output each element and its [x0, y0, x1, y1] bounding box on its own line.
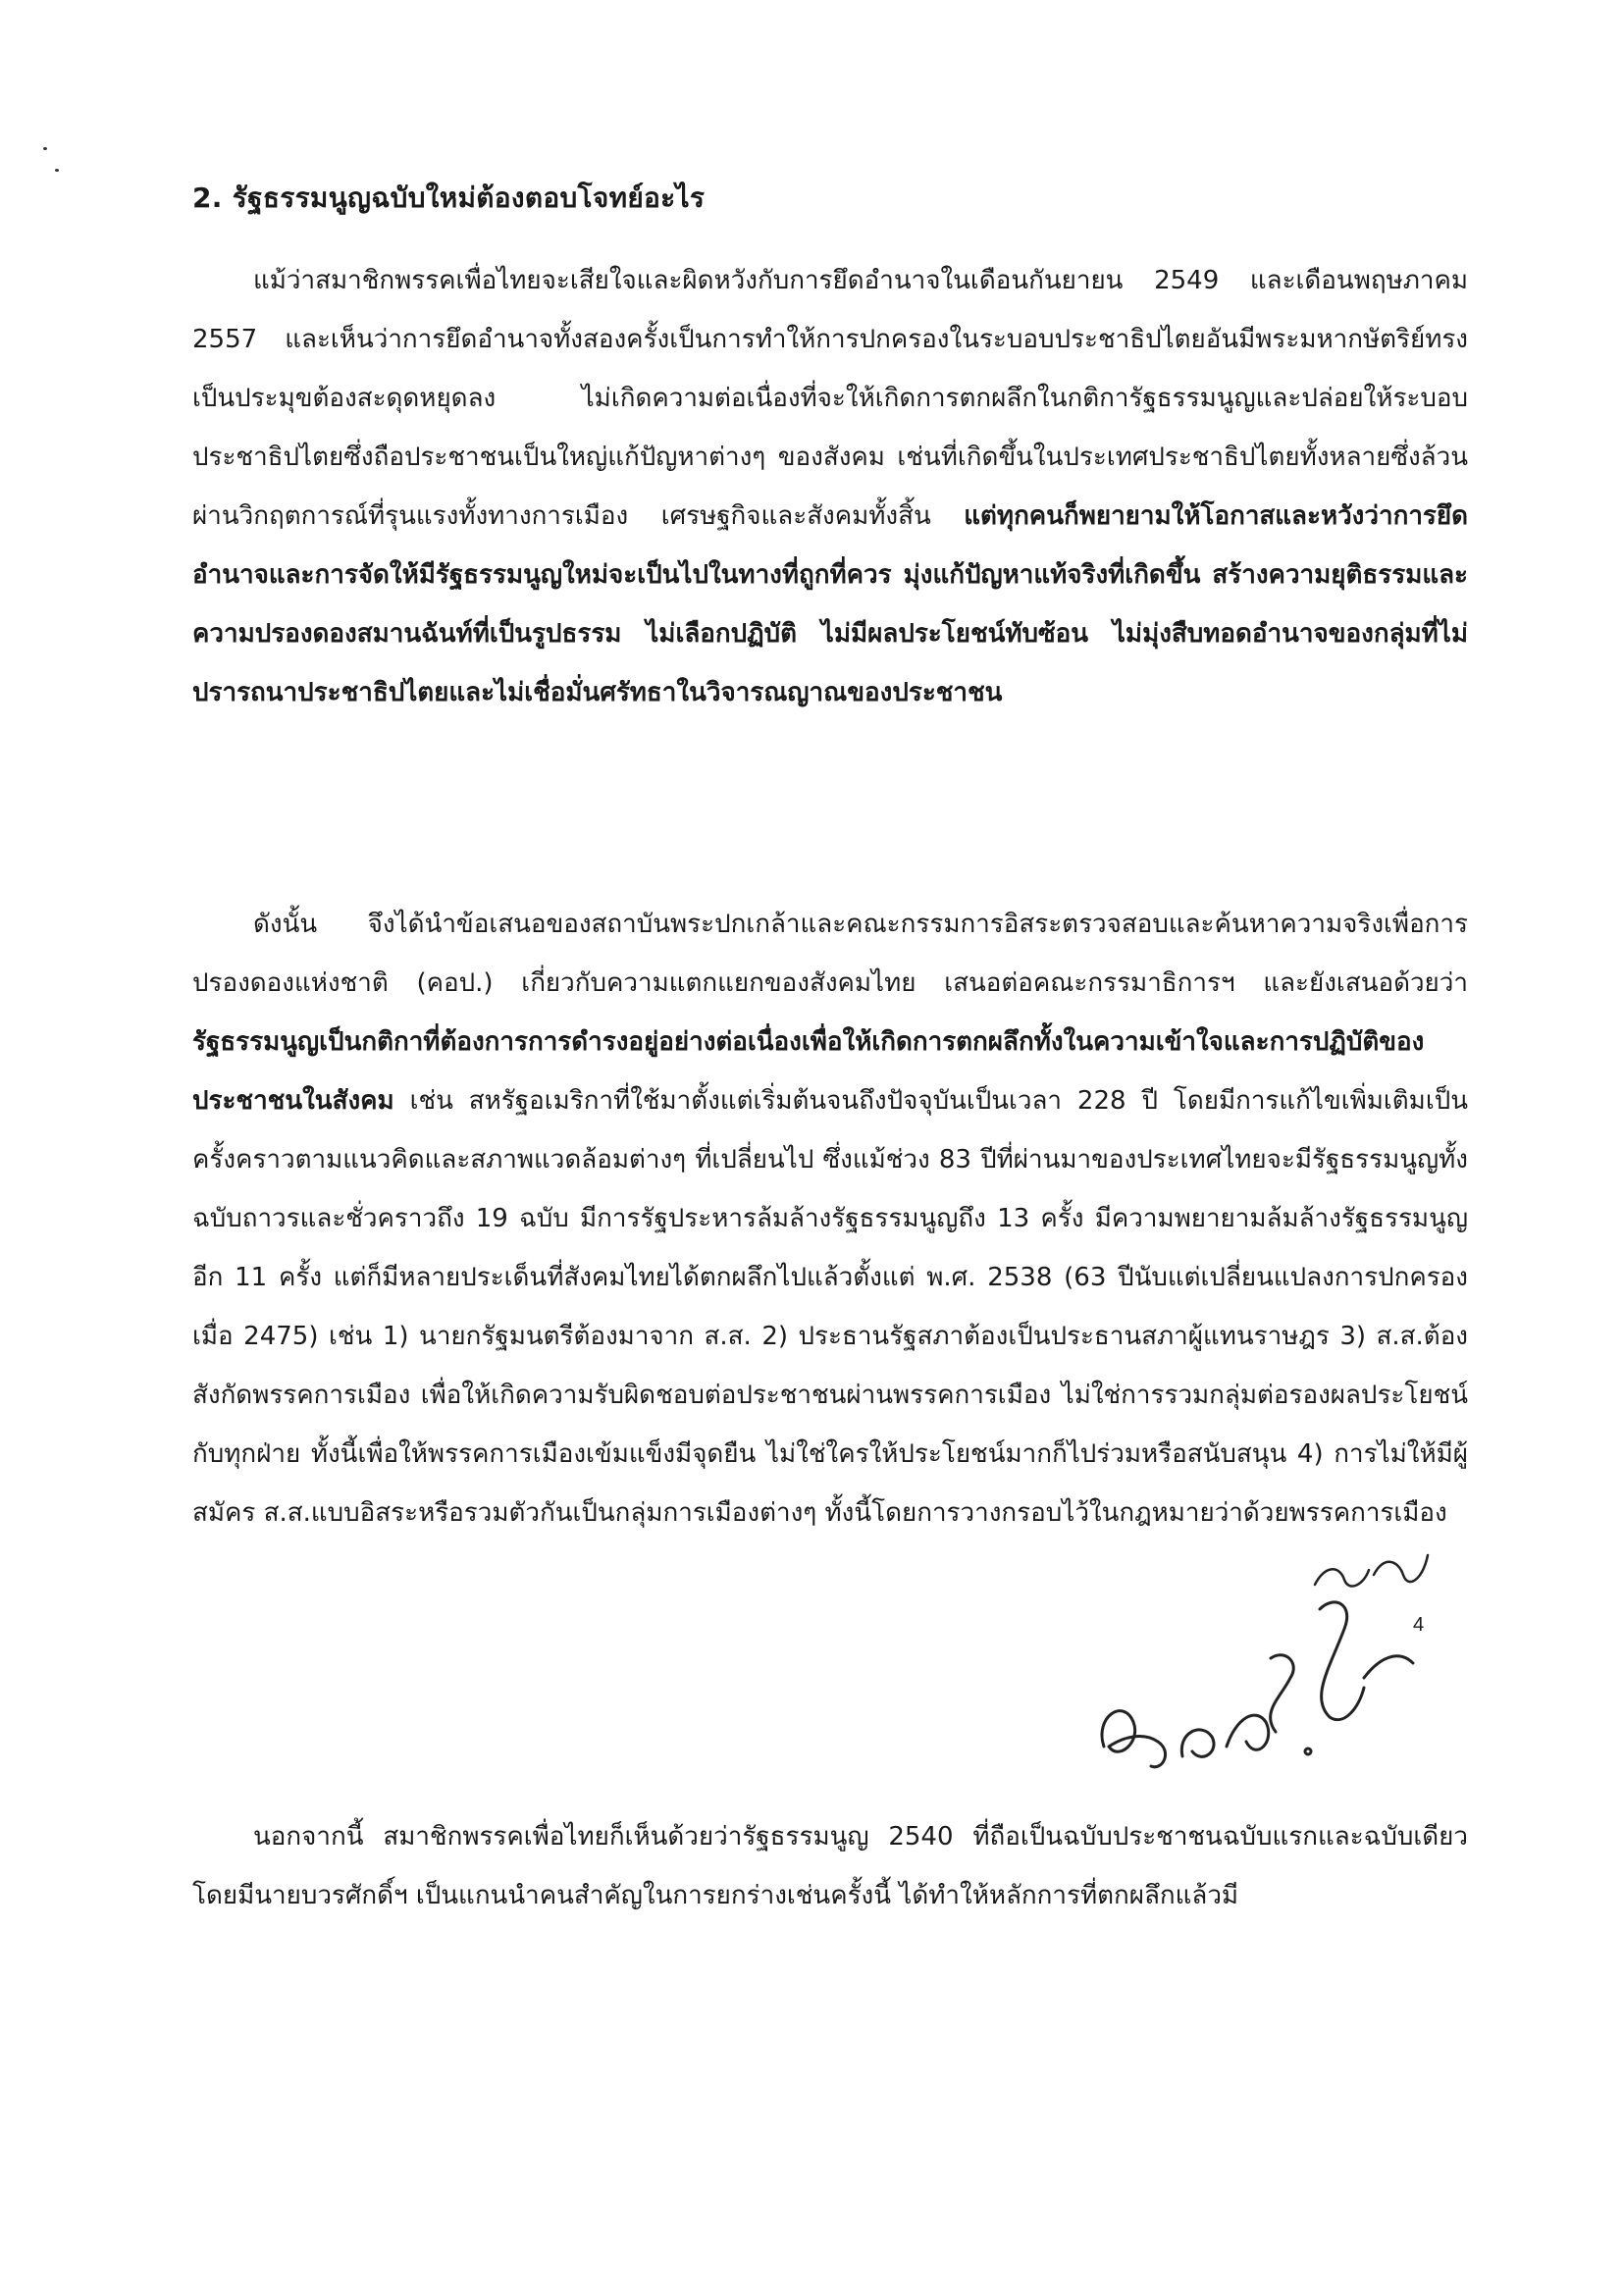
paragraph-2-text: ดังนั้น จึงได้นำข้อเสนอของสถาบันพระปกเกล้าและคณะกรรมการอิสระตรวจสอบและค้นหาความจริงเพื่อการปรองดองแห่งชาติ (คอป.) เกี่ยวกับความแตกแยกของสังคมไทย เสนอต่อคณะกรรมาธิการฯ และยังเสนอด้วยว่า [192, 910, 1468, 998]
scan-speck [55, 169, 59, 172]
paragraph-2 [192, 895, 1468, 1542]
scan-speck [43, 147, 47, 150]
section-heading: 2. รัฐธรรมนูญฉบับใหม่ต้องตอบโจทย์อะไร [192, 182, 706, 214]
paragraph-1 [192, 251, 1468, 722]
paragraph-2-bold-text: รัฐธรรมนูญเป็นกติกาที่ต้องการการดำรงอยู่อย่างต่อเนื่องเพื่อให้เกิดการตกผลึกทั้งในความเข้าใจและการปฏิบัติของประชาชนในสังคม [192, 1027, 1425, 1116]
paragraph-1-bold-text: แต่ทุกคนก็พยายามให้โอกาสและหวังว่าการยึดอำนาจและการจัดให้มีรัฐธรรมนูญใหม่จะเป็นไปในทางที่ถูกที่ควร มุ่งแก้ปัญหาแท้จริงที่เกิดขึ้น สร้างความยุติธรรมและความปรองดองสมานฉันท์ที่เป็นรูปธรรม ไม่เลือกปฏิบัติ ไม่มีผลประโยชน์ทับซ้อน ไม่มุ่งสืบทอดอำนาจของกลุ่มที่ไม่ปรารถนาประชาธิปไตยและไม่เชื่อมั่นศรัทธาในวิจารณญาณของประชาชน [192, 501, 1468, 707]
page-number: 4 [1413, 1614, 1425, 1636]
margin-initials [1305, 1545, 1433, 1608]
paragraph-3-text: นอกจากนี้ สมาชิกพรรคเพื่อไทยก็เห็นด้วยว่ารัฐธรรมนูญ 2540 ที่ถือเป็นฉบับประชาชนฉบับแรกและฉบับเดียวโดยมีนายบวรศักดิ์ฯ เป็นแกนนำคนสำคัญในการยกร่างเช่นครั้งนี้ ได้ทำให้หลักการที่ตกผลึกแล้วมี [192, 1822, 1468, 1910]
initials-icon [1305, 1545, 1433, 1604]
paragraph-3 [192, 1807, 1468, 1925]
paragraph-2-text-continued: เช่น สหรัฐอเมริกาที่ใช้มาตั้งแต่เริ่มต้นจนถึงปัจจุบันเป็นเวลา 228 ปี โดยมีการแก้ไขเพิ่มเติมเป็นครั้งคราวตามแนวคิดและสภาพแวดล้อมต่างๆ ที่เปลี่ยนไป ซึ่งแม้ช่วง 83 ปีที่ผ่านมาของประเทศไทยจะมีรัฐธรรมนูญทั้งฉบับถาวรและชั่วคราวถึง 19 ฉบับ มีการรัฐประหารล้มล้างรัฐธรรมนูญถึง 13 ครั้ง มีความพยายามล้มล้างรัฐธรรมนูญอีก 11 ครั้ง แต่ก็มีหลายประเด็นที่สังคมไทยได้ตกผลึกไปแล้วตั้งแต่ พ.ศ. 2538 (63 ปีนับแต่เปลี่ยนแปลงการปกครองเมื่อ 2475) เช่น 1) นายกรัฐมนตรีต้องมาจาก ส.ส. 2) ประธานรัฐสภาต้องเป็นประธานสภาผู้แทนราษฎร 3) ส.ส.ต้องสังกัดพรรคการเมือง เพื่อให้เกิดความรับผิดชอบต่อประชาชนผ่านพรรคการเมือง ไม่ใช่การรวมกลุ่มต่อรองผลประโยชน์กับทุกฝ่าย ทั้งนี้เพื่อให้พรรคการเมืองเข้มแข็งมีจุดยืน ไม่ใช่ใครให้ประโยชน์มากก็ไปร่วมหรือสนับสนุน 4) การไม่ให้มีผู้สมัคร ส.ส.แบบอิสระหรือรวมตัวกันเป็นกลุ่มการเมืองต่างๆ ทั้งนี้โดยการวางกรอบไว้ในกฎหมายว่าด้วยพรรคการเมือง [192, 1086, 1468, 1528]
paragraph-1-text: แม้ว่าสมาชิกพรรคเพื่อไทยจะเสียใจและผิดหวังกับการยึดอำนาจในเดือนกันยายน 2549 และเดือนพฤษภาคม 2557 และเห็นว่าการยึดอำนาจทั้งสองครั้งเป็นการทำให้การปกครองในระบอบประชาธิปไตยอันมีพระมหากษัตริย์ทรงเป็นประมุขต้องสะดุดหยุดลง ไม่เกิดความต่อเนื่องที่จะให้เกิดการตกผลึกในกติการัฐธรรมนูญและปล่อยให้ระบอบประชาธิปไตยซึ่งถือประชาชนเป็นใหญ่แก้ปัญหาต่างๆ ของสังคม เช่นที่เกิดขึ้นในประเทศประชาธิปไตยทั้งหลายซึ่งล้วนผ่านวิกฤตการณ์ที่รุนแรงทั้งทางการเมือง เศรษฐกิจและสังคมทั้งสิ้น [192, 266, 1468, 531]
